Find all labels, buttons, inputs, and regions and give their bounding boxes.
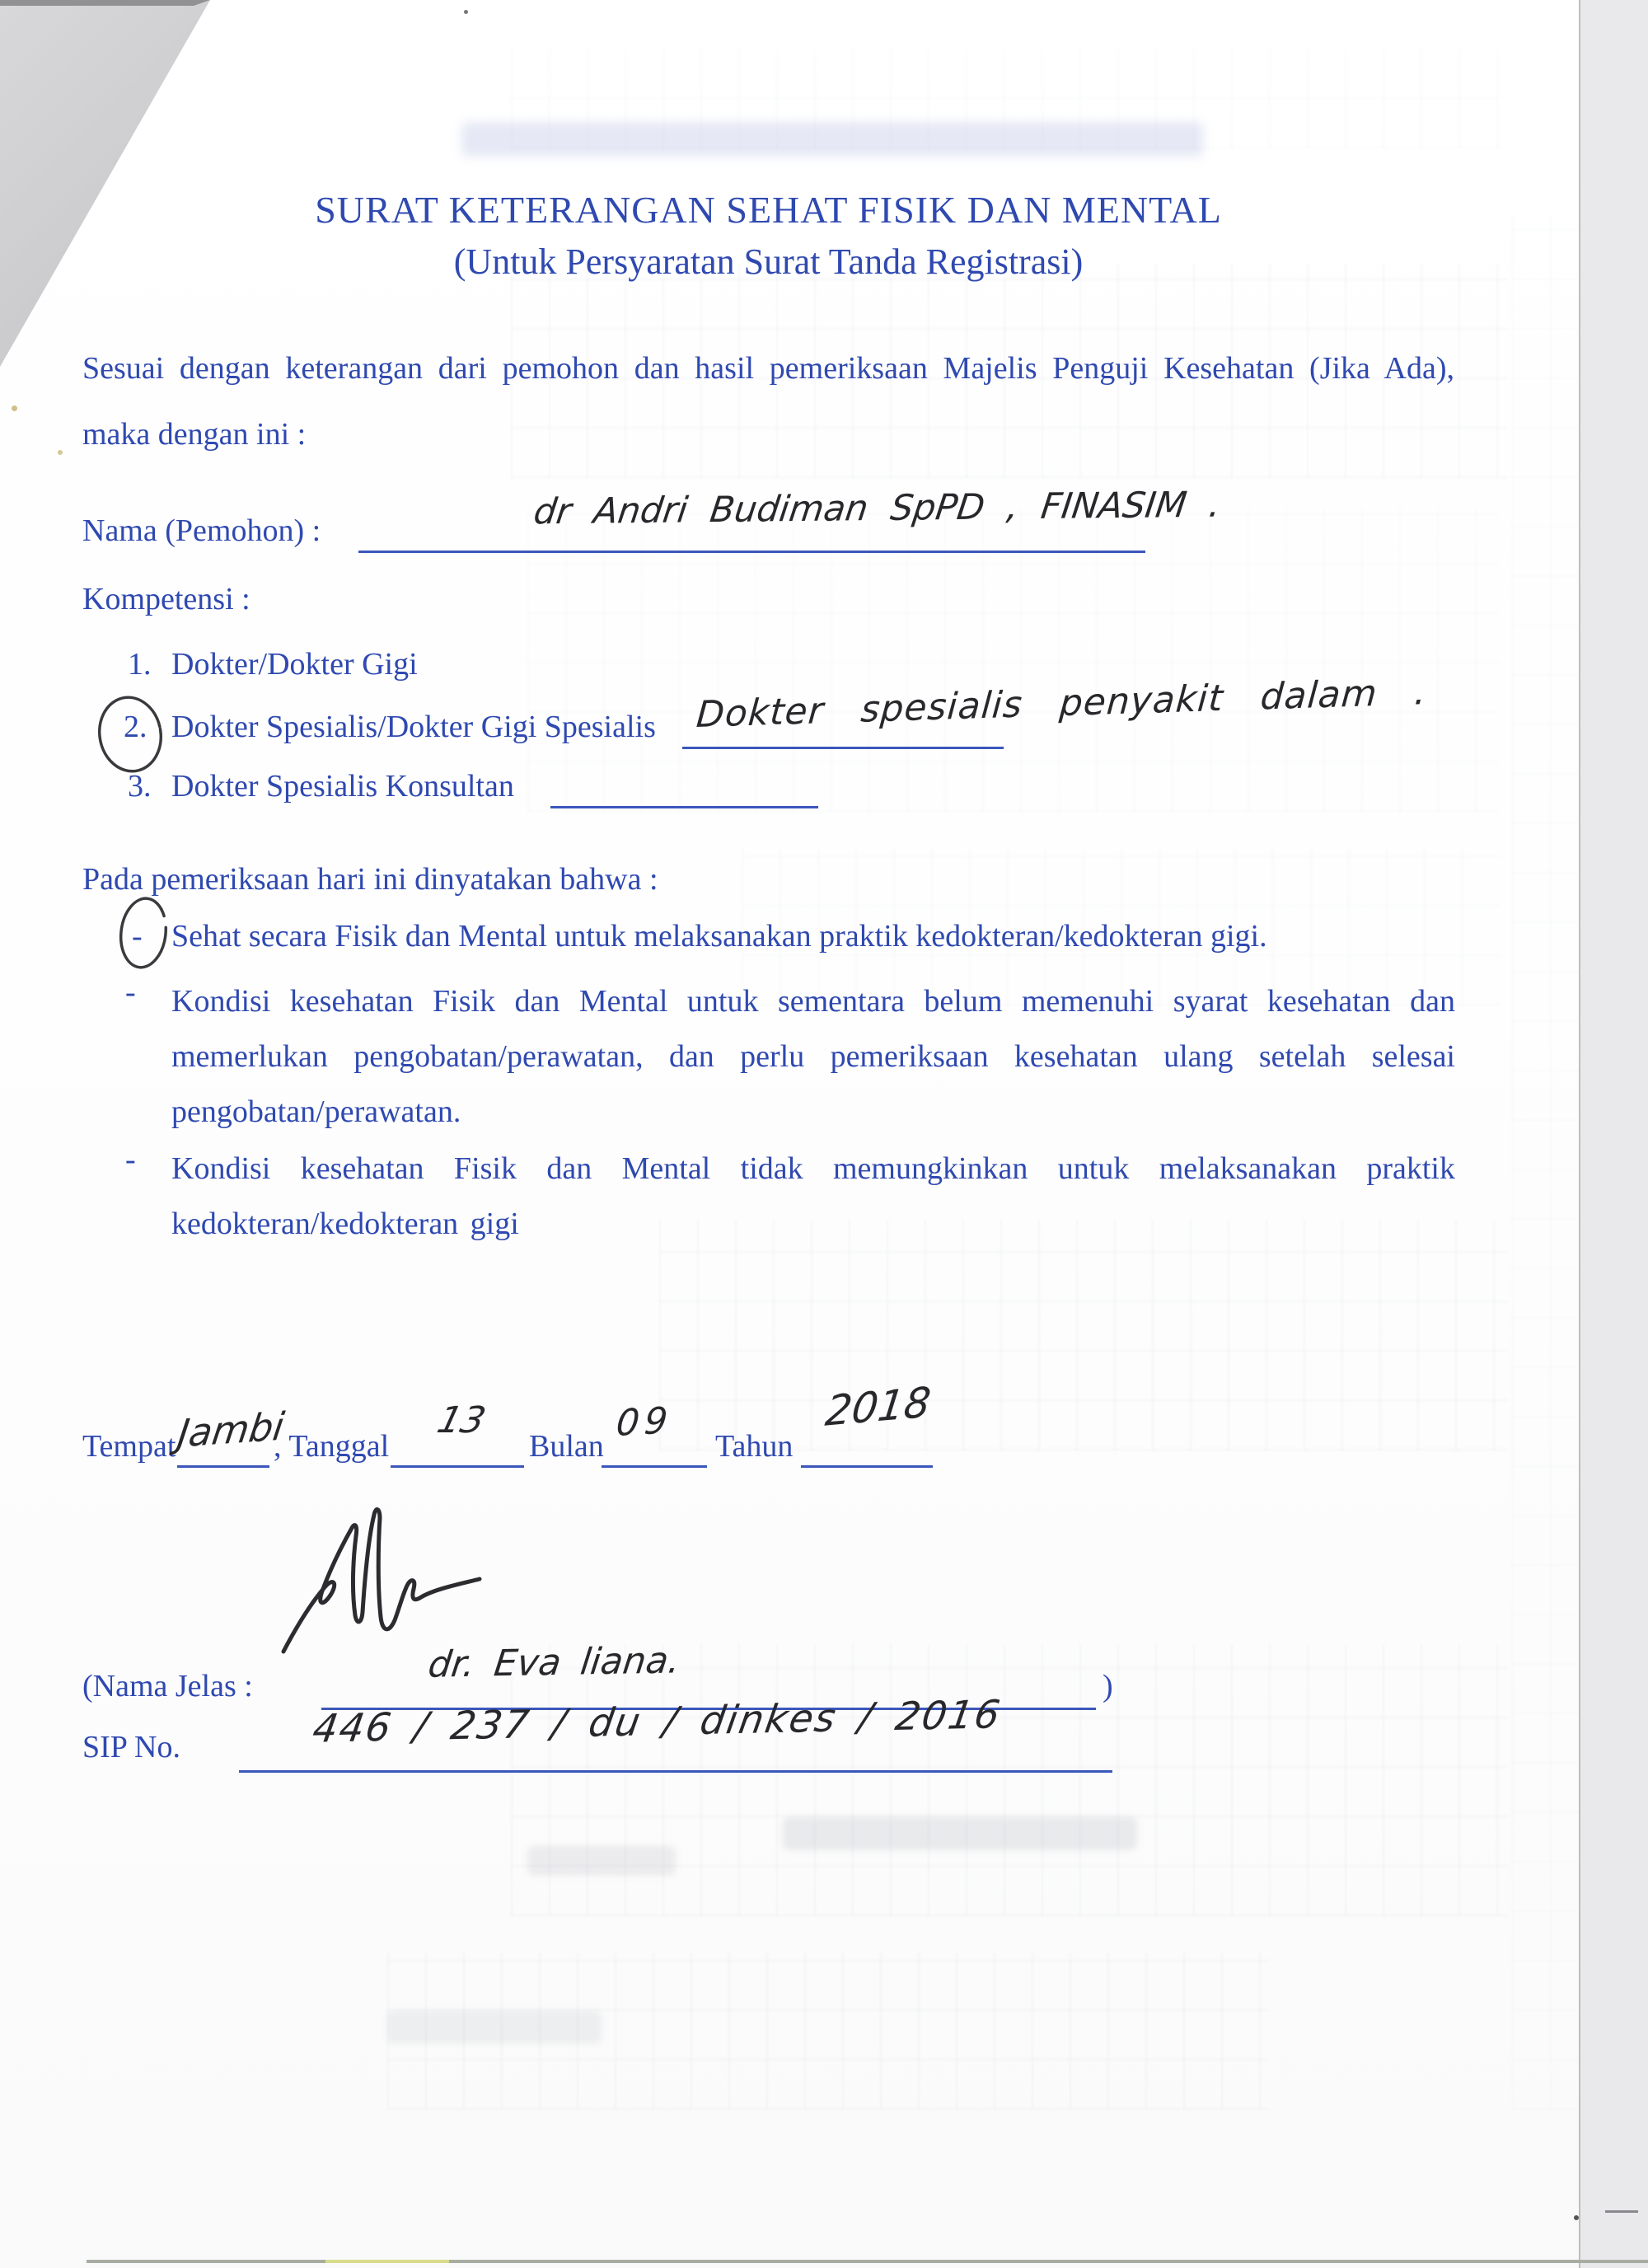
date-underline — [391, 1465, 524, 1468]
scanner-background-strip — [1579, 0, 1648, 2268]
competency-item-2-number: 2. — [124, 710, 147, 744]
bleed-through-grid — [1512, 214, 1586, 2110]
place-handwritten: Jambi — [175, 1403, 288, 1456]
bleed-through-text — [387, 2011, 602, 2044]
applicant-name-underline — [358, 551, 1145, 553]
clear-name-label: (Nama Jelas : — [82, 1669, 253, 1703]
intro-line-1: Sesuai dengan keterangan dari pemohon dan hasil pemeriksaan Majelis Penguji Kesehatan (Jika Ada), — [82, 351, 1454, 386]
statement-item-3-bullet: - — [125, 1142, 136, 1177]
statement-item-2-text: Kondisi kesehatan Fisik dan Mental untuk sementara belum memenuhi syarat kesehatan dan memerlukan pengobatan/perawatan, dan perlu pemeriksaan kesehatan ulang setelah selesai pengobatan/perawatan. — [171, 984, 1455, 1129]
clear-name-close-paren: ) — [1103, 1669, 1113, 1703]
bleed-through-text — [783, 1817, 1137, 1850]
competency-item-1-label: Dokter/Dokter Gigi — [171, 647, 418, 682]
competency-item-3-number: 3. — [128, 769, 152, 804]
competency-item-2-handwritten: Dokter spesialis penyakit dalam . — [695, 671, 1429, 736]
competency-item-2-underline — [682, 747, 1004, 749]
document-subtitle: (Untuk Persyaratan Surat Tanda Registrasi) — [453, 241, 1084, 282]
hand-circle-around-item-2 — [89, 691, 171, 778]
place-label: Tempat — [82, 1429, 176, 1464]
intro-line-2: maka dengan ini : — [82, 417, 307, 452]
page-bottom-edge — [87, 2260, 1648, 2263]
bleed-through-grid — [659, 1220, 1508, 1450]
competency-item-3-label: Dokter Spesialis Konsultan — [171, 769, 514, 804]
scan-speck — [12, 405, 17, 411]
statement-item-1-text: Sehat secara Fisik dan Mental untuk melaksanakan praktik kedokteran/kedokteran gigi. — [171, 919, 1267, 954]
applicant-name-label: Nama (Pemohon) : — [82, 513, 321, 548]
competency-item-2-label: Dokter Spesialis/Dokter Gigi Spesialis — [171, 710, 656, 744]
scan-corner-fold — [0, 0, 214, 371]
clear-name-handwritten: dr. Eva liana. — [425, 1639, 683, 1686]
statement-item-3-text: Kondisi kesehatan Fisik dan Mental tidak memungkinkan untuk melaksanakan praktik kedokteran/kedokteran gigi — [171, 1151, 1455, 1241]
date-handwritten: 13 — [433, 1399, 490, 1441]
sip-number-underline — [239, 1770, 1112, 1773]
date-label: , Tanggal — [274, 1429, 390, 1464]
bleed-through-text — [527, 1846, 676, 1876]
year-label: Tahun — [715, 1429, 794, 1464]
competency-item-3-underline — [550, 806, 818, 808]
sip-number-handwritten: 446 / 237 / du / dinkes / 2016 — [309, 1692, 1004, 1752]
place-underline — [177, 1465, 269, 1468]
year-underline — [801, 1465, 933, 1468]
sip-number-label: SIP No. — [82, 1730, 180, 1764]
page-bottom-edge-tint — [325, 2260, 449, 2263]
year-handwritten: 2018 — [822, 1378, 934, 1436]
bleed-through-headline — [461, 122, 1203, 157]
scan-speck — [1574, 2215, 1579, 2220]
month-underline — [602, 1465, 707, 1468]
document-title: SURAT KETERANGAN SEHAT FISIK DAN MENTAL — [315, 189, 1222, 231]
scan-speck — [464, 10, 468, 14]
statement-label: Pada pemeriksaan hari ini dinyatakan bahwa : — [82, 862, 658, 897]
signature-handwritten — [272, 1490, 494, 1663]
applicant-name-handwritten: dr Andri Budiman SpPD , FINASIM . — [531, 484, 1224, 533]
scan-corner-edge — [0, 0, 210, 6]
month-handwritten: 09 — [614, 1399, 675, 1445]
scan-mark — [1605, 2210, 1638, 2213]
competency-item-1-number: 1. — [128, 647, 152, 682]
hand-circle-around-statement-1 — [114, 892, 173, 974]
month-label: Bulan — [529, 1429, 604, 1464]
statement-item-2-bullet: - — [125, 975, 136, 1010]
competency-label: Kompetensi : — [82, 582, 250, 616]
scan-speck — [58, 450, 63, 455]
statement-item-1-bullet: - — [132, 919, 143, 954]
